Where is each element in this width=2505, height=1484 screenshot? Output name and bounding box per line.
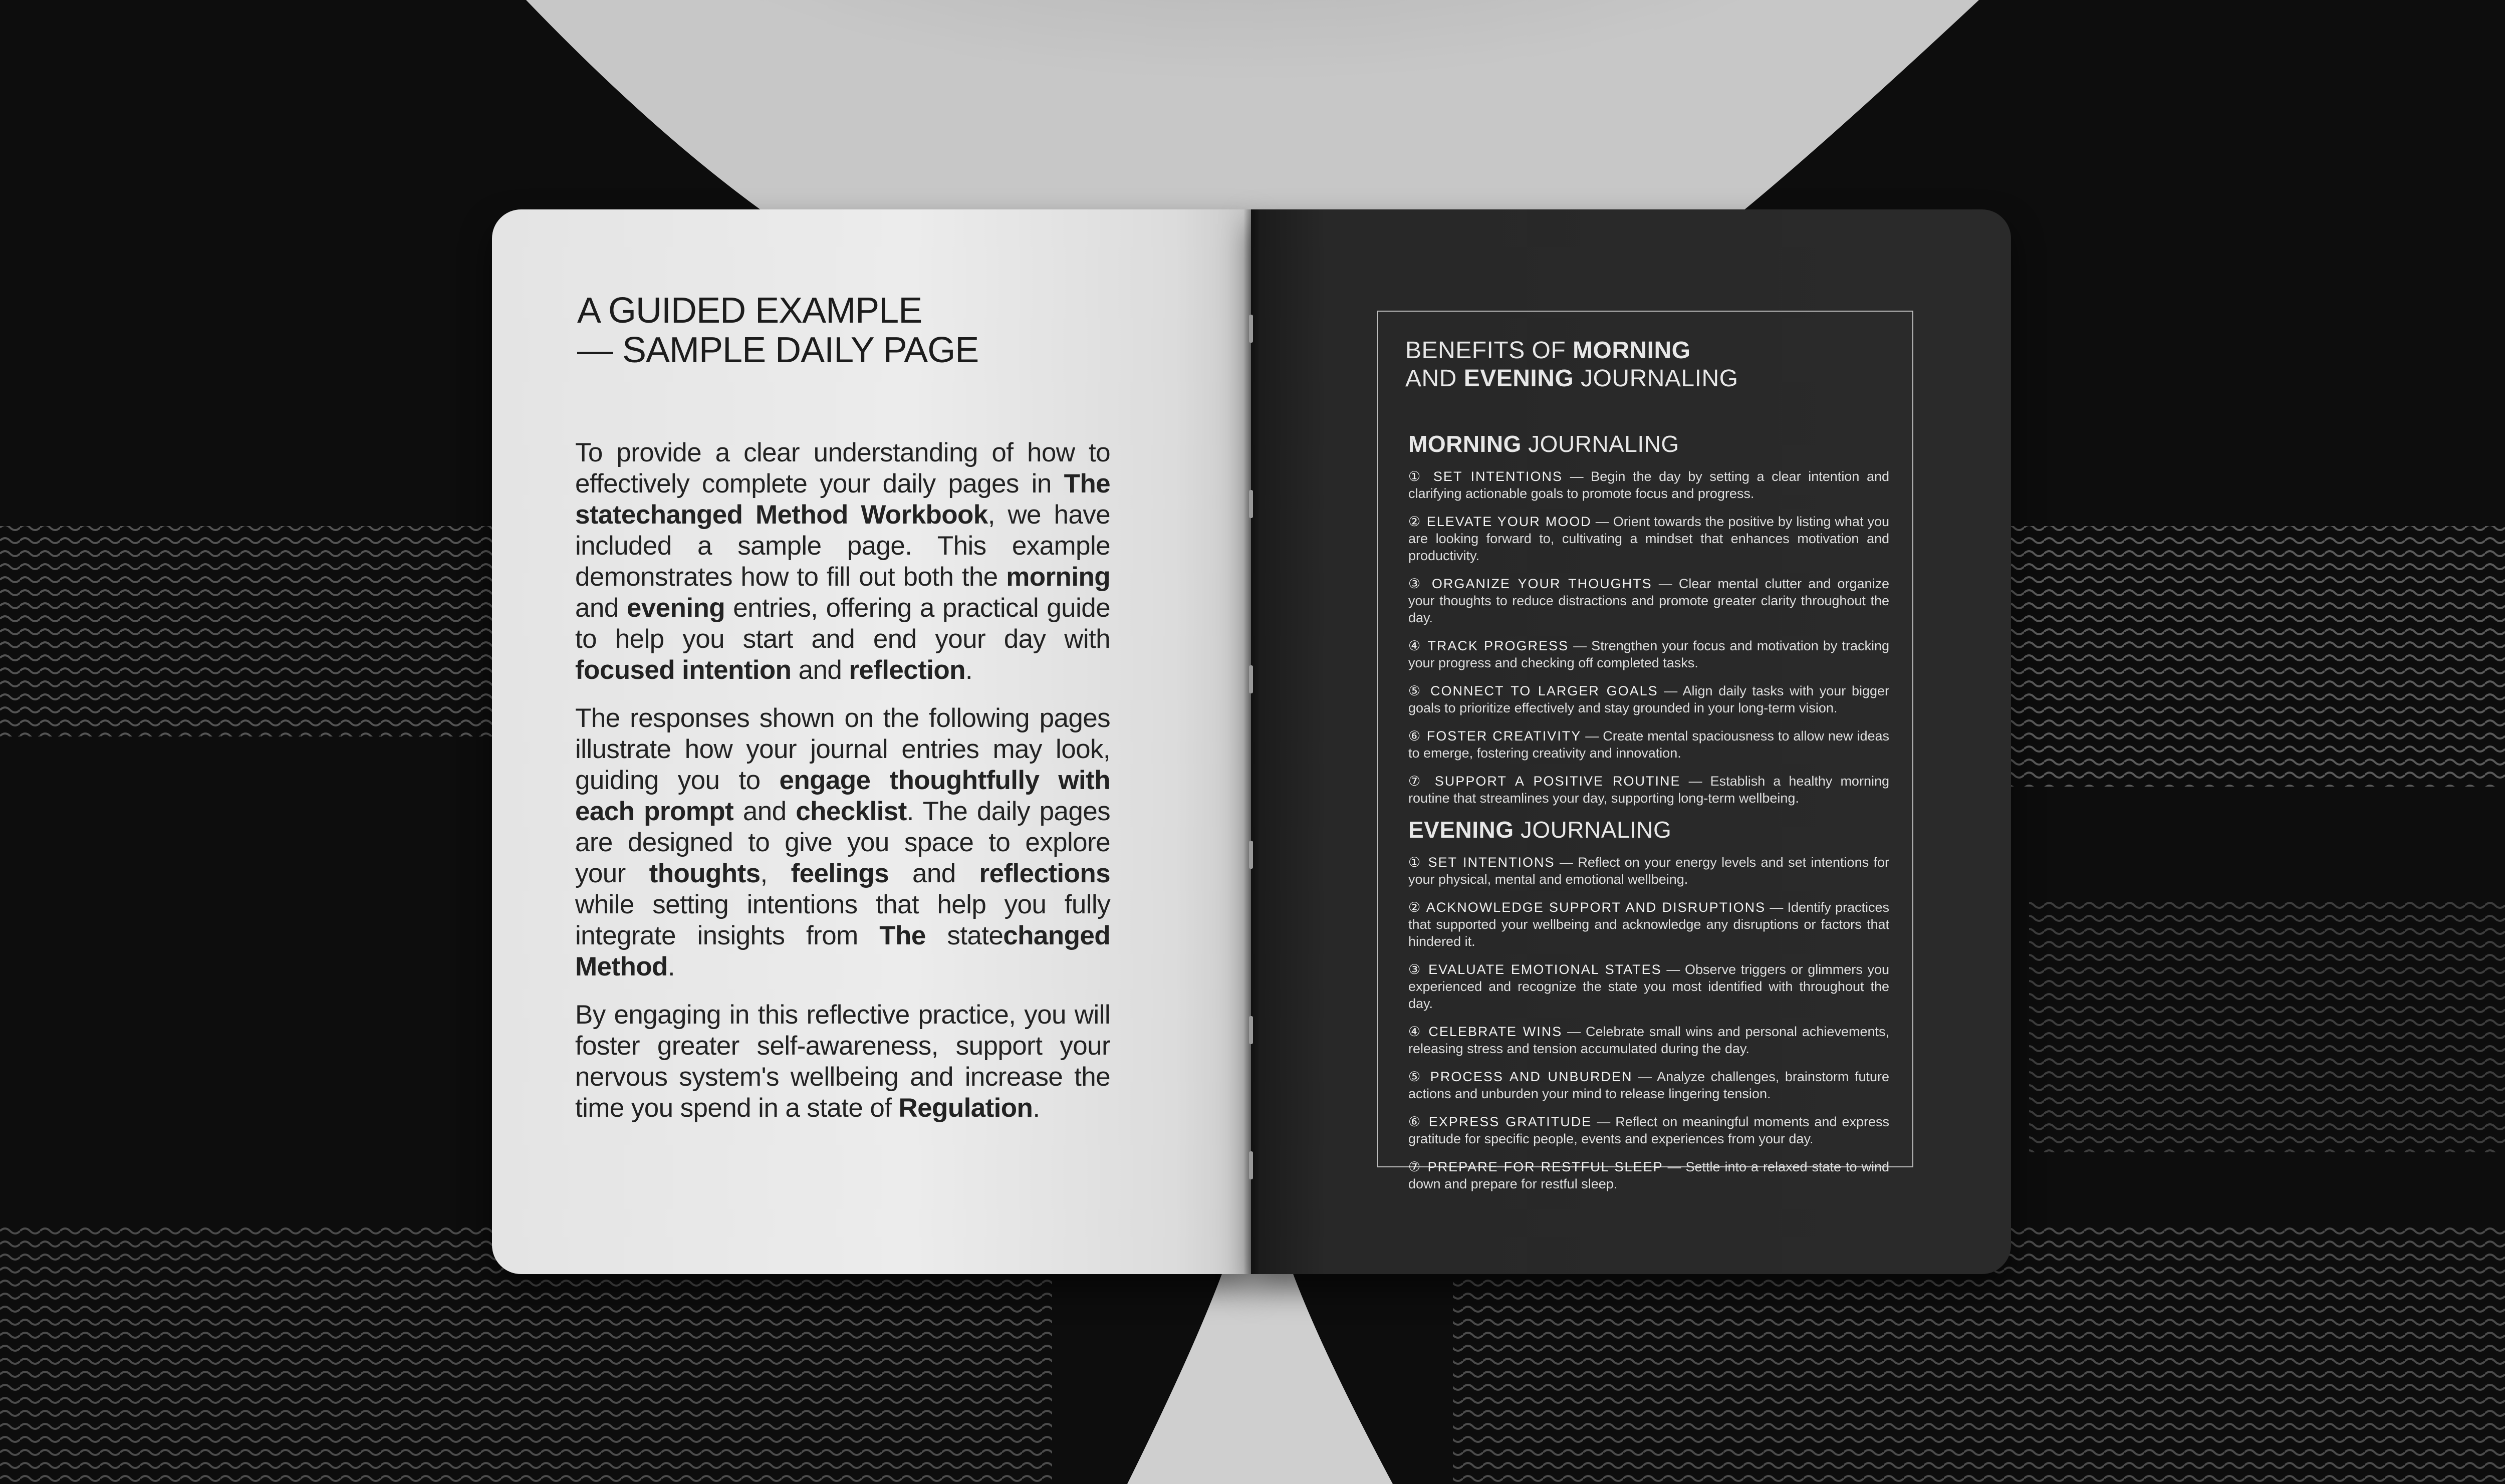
title-line-2: — SAMPLE DAILY PAGE bbox=[577, 330, 979, 370]
item-text: — Analyze challenges, brainstorm future actions and unburden your mind to release lingering tension. bbox=[1408, 1069, 1889, 1101]
heading-text-4: EVENING bbox=[1463, 365, 1574, 392]
p2-text-k: while setting intentions that help you fully integrate insights from bbox=[575, 890, 1110, 950]
item-key: ④ CELEBRATE WINS bbox=[1408, 1024, 1563, 1039]
heading-text-2: MORNING bbox=[1573, 337, 1691, 364]
book-gutter bbox=[1243, 209, 1260, 1274]
list-item bbox=[1408, 513, 1889, 564]
item-key: ② ELEVATE YOUR MOOD bbox=[1408, 514, 1592, 529]
list-item bbox=[1408, 1158, 1889, 1192]
p2-text-a: The responses shown on the following pages illustrate how your journal entries may look, guiding you to bbox=[575, 703, 1110, 795]
item-text: — Begin the day by setting a clear intention and clarifying actionable goals to promote focus and progress. bbox=[1408, 469, 1890, 501]
p1-text-h: entries, offering a practical guide to help you start and end your day with bbox=[575, 593, 1110, 654]
item-text: — Establish a healthy morning routine that streamlines your day, supporting long-term wellbeing. bbox=[1408, 774, 1889, 806]
p1-text-j: and bbox=[791, 655, 849, 685]
p1-text-e: morning bbox=[1006, 562, 1110, 592]
item-text: — Reflect on meaningful moments and express gratitude for specific people, events and experiences from your day. bbox=[1408, 1114, 1889, 1146]
p2-text-h: feelings bbox=[791, 859, 889, 888]
binding-stitch bbox=[1249, 1016, 1253, 1044]
binding-stitch bbox=[1249, 315, 1253, 343]
item-key: ⑤ PROCESS AND UNBURDEN bbox=[1408, 1069, 1633, 1084]
list-item bbox=[1408, 1068, 1889, 1102]
p1-text-k: reflection bbox=[849, 655, 965, 685]
item-text: — Clear mental clutter and organize your thoughts to reduce distractions and promote greater clarity throughout the day. bbox=[1408, 576, 1890, 625]
p2-text-j: reflections bbox=[979, 859, 1110, 888]
list-item bbox=[1408, 575, 1889, 626]
p2-text-l: The bbox=[879, 921, 926, 950]
p2-text-b: engage thoughtfully with each prompt bbox=[575, 766, 1110, 826]
benefits-box bbox=[1377, 311, 1913, 1191]
morning-title-a: MORNING bbox=[1408, 431, 1522, 457]
list-item bbox=[1408, 1023, 1889, 1057]
binding-stitch bbox=[1249, 841, 1253, 869]
item-key: ⑤ CONNECT TO LARGER GOALS bbox=[1408, 683, 1658, 698]
list-item bbox=[1408, 961, 1889, 1012]
p1-text-b: The state bbox=[575, 469, 1110, 530]
item-key: ① SET INTENTIONS bbox=[1408, 469, 1563, 484]
list-item bbox=[1408, 773, 1889, 807]
item-text: — Align daily tasks with your bigger goals to prioritize effectively and stay grounded in your long-term vision. bbox=[1408, 683, 1889, 715]
item-key: ⑥ FOSTER CREATIVITY bbox=[1408, 728, 1582, 744]
right-page bbox=[1251, 209, 2011, 1274]
p2-text-i: and bbox=[889, 859, 979, 888]
p1-text-a: To provide a clear understanding of how to effectively complete your daily pages in bbox=[575, 438, 1110, 499]
item-key: ② ACKNOWLEDGE SUPPORT AND DISRUPTIONS bbox=[1408, 900, 1766, 915]
item-text: — Settle into a relaxed state to wind down and prepare for restful sleep. bbox=[1408, 1159, 1889, 1191]
list-item bbox=[1408, 468, 1889, 502]
p2-text-e: . The daily pages are designed to give you space to explore your bbox=[575, 797, 1110, 888]
p1-text-l: . bbox=[965, 655, 973, 685]
paragraph-3 bbox=[575, 1000, 1110, 1124]
paragraph-1 bbox=[575, 437, 1110, 686]
morning-title-b: JOURNALING bbox=[1521, 431, 1679, 457]
evening-list bbox=[1408, 854, 1889, 1203]
evening-title-a: EVENING bbox=[1408, 817, 1514, 843]
heading-text-1: BENEFITS OF bbox=[1405, 337, 1573, 364]
list-item bbox=[1408, 727, 1889, 762]
item-text: — Reflect on your energy levels and set intentions for your physical, mental and emotional wellbeing. bbox=[1408, 855, 1890, 887]
item-key: ⑦ PREPARE FOR RESTFUL SLEEP bbox=[1408, 1159, 1663, 1174]
open-notebook bbox=[492, 209, 2011, 1274]
list-item bbox=[1408, 1113, 1889, 1147]
item-text: — Celebrate small wins and personal achievements, releasing stress and tension accumulated during the day. bbox=[1408, 1024, 1889, 1056]
p2-text-f: thoughts bbox=[649, 859, 761, 888]
item-key: ⑥ EXPRESS GRATITUDE bbox=[1408, 1114, 1592, 1129]
p1-text-d: , we have included a sample page. This example demonstrates how to fill out both the bbox=[575, 500, 1110, 592]
p2-text-n: changed Method bbox=[575, 921, 1110, 981]
binding-stitch bbox=[1249, 1151, 1253, 1179]
item-text: — Orient towards the positive by listing what you are looking forward to, cultivating a mindset that enhances motivation and productivity. bbox=[1408, 514, 1889, 563]
p1-text-g: evening bbox=[626, 593, 725, 623]
list-item bbox=[1408, 899, 1889, 950]
p1-text-i: focused intention bbox=[575, 655, 792, 685]
item-text: — Strengthen your focus and motivation by tracking your progress and checking off completed tasks. bbox=[1408, 638, 1890, 670]
item-key: ③ EVALUATE EMOTIONAL STATES bbox=[1408, 962, 1662, 977]
item-text: — Observe triggers or glimmers you experienced and recognize the state you most identified with throughout the day. bbox=[1408, 962, 1889, 1011]
p2-text-d: checklist bbox=[796, 797, 907, 826]
morning-list bbox=[1408, 468, 1889, 818]
heading-text-5: JOURNALING bbox=[1574, 365, 1738, 392]
binding-stitch bbox=[1249, 665, 1253, 693]
p2-text-c: and bbox=[733, 797, 796, 826]
p3-text-a: By engaging in this reflective practice, you will foster greater self-awareness, support your nervous system's wellbeing and increase the time you spend in a state of bbox=[575, 1000, 1110, 1123]
p2-text-g: , bbox=[760, 859, 791, 888]
p1-text-c: changed Method Workbook bbox=[635, 500, 988, 530]
p3-text-c: . bbox=[1033, 1093, 1040, 1123]
p1-text-f: and bbox=[575, 593, 627, 623]
intro-text bbox=[575, 437, 1110, 1141]
item-key: ④ TRACK PROGRESS bbox=[1408, 638, 1569, 653]
item-key: ① SET INTENTIONS bbox=[1408, 855, 1555, 870]
item-key: ⑦ SUPPORT A POSITIVE ROUTINE bbox=[1408, 774, 1681, 789]
p3-text-b: Regulation bbox=[898, 1093, 1033, 1123]
paragraph-2 bbox=[575, 703, 1110, 982]
item-key: ③ ORGANIZE YOUR THOUGHTS bbox=[1408, 576, 1652, 591]
p2-text-o: . bbox=[667, 952, 675, 981]
p2-text-m: state bbox=[925, 921, 1004, 950]
title-line-1: A GUIDED EXAMPLE bbox=[577, 291, 922, 331]
list-item bbox=[1408, 637, 1889, 671]
item-text: — Identify practices that supported your wellbeing and acknowledge any disruptions or factors that hindered it. bbox=[1408, 900, 1889, 949]
heading-text-3: AND bbox=[1405, 365, 1464, 392]
list-item bbox=[1408, 854, 1889, 888]
page-title bbox=[577, 291, 1153, 370]
morning-section-title bbox=[1408, 431, 1679, 457]
left-page bbox=[492, 209, 1251, 1274]
list-item bbox=[1408, 682, 1889, 716]
evening-section-title bbox=[1408, 817, 1671, 843]
evening-title-b: JOURNALING bbox=[1514, 817, 1672, 843]
binding-stitch bbox=[1249, 490, 1253, 518]
benefits-heading bbox=[1405, 337, 1738, 393]
item-text: — Create mental spaciousness to allow new ideas to emerge, fostering creativity and innovation. bbox=[1408, 728, 1889, 761]
